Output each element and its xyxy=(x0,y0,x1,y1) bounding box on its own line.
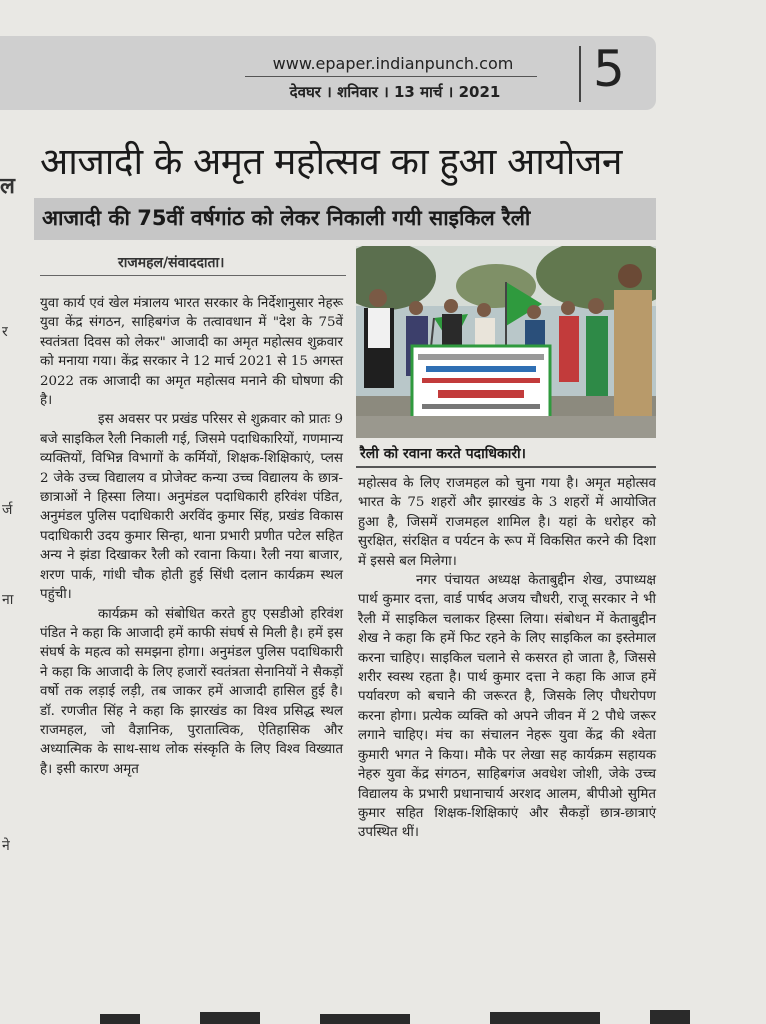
rally-photo xyxy=(356,246,656,438)
margin-fragment: ल xyxy=(0,174,15,199)
dateline: देवघर । शनिवार । 13 मार्च । 2021 xyxy=(289,83,501,101)
margin-fragment: र्ज xyxy=(2,502,13,518)
caption-rule xyxy=(356,466,656,468)
paragraph: युवा कार्य एवं खेल मंत्रालय भारत सरकार के निर्देशानुसार नेहरू युवा केंद्र संगठन, साहिबगंज के तत्वावधान में "देश के 75वें स्वतंत्रता दिवस को लेकर" आजादी का अमृत महोत्सव शुक्रवार को मनाया गया। केंद्र सरकार ने 12 मार्च 2021 से 15 अगस्त 2022 तक आजादी का अमृत महोत्सव मनाने की घोषणा की है। xyxy=(40,296,343,409)
margin-fragment: ना xyxy=(2,592,14,608)
margin-fragment: र xyxy=(2,324,8,340)
margin-fragment: ने xyxy=(2,838,10,854)
page-number-divider xyxy=(579,46,581,102)
article-subheadline: आजादी की 75वीं वर्षगांठ को लेकर निकाली गयी साइकिल रैली xyxy=(42,206,531,230)
paragraph: कार्यक्रम को संबोधित करते हुए एसडीओ हरिवंश पंडित ने कहा कि आजादी हमें काफी संघर्ष से मिली है। हमें इस संघर्ष के महत्व को समझना होगा। अनुमंडल पुलिस पदाधिकारी ने कहा कि आजादी के लिए हजारों स्वतंत्रता सेनानियों ने सैकड़ों वर्षो तक लड़ाई लड़ी, तब जाकर हमें आजादी हासिल हुई है। डॉ. रणजीत सिंह ने कहा कि झारखंड का विश्व प्रसिद्ध स्थल राजमहल, जो वैज्ञानिक, पुरातात्विक, ऐतिहासिक और अध्यात्मिक के साथ-साथ लोक संस्कृति के लिए विश्व विख्यात है। इसी कारण अमृत xyxy=(40,606,343,777)
paragraph: महोत्सव के लिए राजमहल को चुना गया है। अमृत महोत्सव भारत के 75 शहरों और झारखंड के 3 शहरों में आयोजित हुआ है, जिसमें राजमहल शामिल है। यहां के धरोहर को सुरक्षित, संरक्षित व पर्यटन के रूप में विकसित करने की दिशा में इससे बल मिलेगा। xyxy=(358,476,656,569)
article-right-column xyxy=(358,474,656,843)
epaper-url[interactable]: www.epaper.indianpunch.com xyxy=(272,54,514,73)
header-divider xyxy=(245,76,537,77)
article-headline: आजादी के अमृत महोत्सव का हुआ आयोजन xyxy=(40,140,622,183)
paragraph: नगर पंचायत अध्यक्ष केताबुद्दीन शेख, उपाध्यक्ष पार्थ कुमार दत्ता, वार्ड पार्षद अजय चौधरी, राजू सरकार ने भी रैली में साइकिल चलाकर हिस्सा लिया। संबोधन में केताबुद्दीन शेख ने कहा कि हमें फिट रहने के लिए साइकिल का इस्तेमाल करना चाहिए। साइकिल चलाने से कसरत हो जाता है, जिससे शरीर स्वस्थ रहता है। पार्थ कुमार दत्ता ने कहा कि आज हमें पर्यावरण को बचाने की जरूरत है, जिसके लिए पौधरोपण करना होगा। प्रत्येक व्यक्ति को अपने जीवन में 2 पौधे जरूर लगाने चाहिए। मंच का संचालन नेहरू युवा केंद्र की श्वेता कुमारी भगत ने किया। मौके पर लेखा सह कार्यक्रम सहायक नेहरु युवा केंद्र संगठन, साहिबगंज अवधेश जोशी, जेके उच्च विद्यालय के प्रभारी प्रधानाचार्य अरशद आलम, बीपीओ सुमित कुमार सहित शिक्षक-शिक्षिकाएं और सैकड़ों छात्र-छात्राएं उपस्थित थीं। xyxy=(358,573,656,841)
article-byline: राजमहल/संवाददाता। xyxy=(118,255,225,271)
rally-photo-illustration xyxy=(356,246,656,438)
photo-caption: रैली को रवाना करते पदाधिकारी। xyxy=(360,446,526,462)
page-number: 5 xyxy=(593,40,625,98)
byline-rule xyxy=(40,275,346,276)
article-left-column xyxy=(40,294,343,779)
cropped-text-fragment xyxy=(90,1006,710,1024)
paragraph: इस अवसर पर प्रखंड परिसर से शुक्रवार को प्रातः 9 बजे साइकिल रैली निकाली गई, जिसमे पदाधिकारियों, गणमान्य व्यक्तियों, विभिन्न विभागों के कर्मियों, शिक्षक-शिक्षिकाएं, प्लस 2 जेके उच्च विद्यालय व प्रोजेक्ट कन्या उच्च विद्यालय के छात्र-छात्राओं ने हिस्सा लिया। अनुमंडल पदाधिकारी हरिवंश पंडित, अनुमंडल पुलिस पदाधिकारी अरविंद कुमार सिंह, प्रखंड विकास पदाधिकारी उदय कुमार सिन्हा, थाना प्रभारी प्रणीत पटेल सहित अन्य ने झंडा दिखाकर रैली को रवाना किया। रैली नया बाजार, शरण पार्क, गांधी चौक होती हुई सिंधी दलान कार्यक्रम स्थल पहुंची। xyxy=(40,412,343,603)
next-headline-fragment xyxy=(90,1006,710,1024)
